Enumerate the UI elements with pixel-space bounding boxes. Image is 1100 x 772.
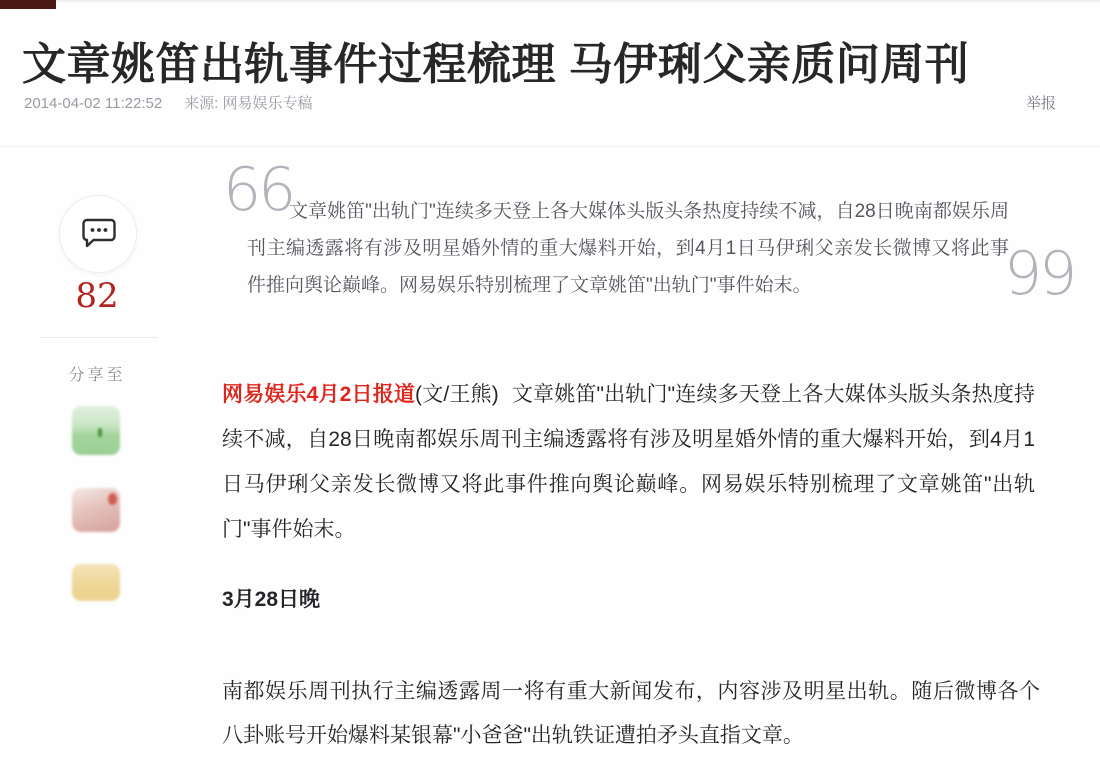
comment-button[interactable]: [59, 195, 137, 273]
share-label: 分享至: [68, 367, 126, 384]
article-paragraph-2: 南都娱乐周刊执行主编透露周一将有重大新闻发布，内容涉及明星出轨。随后微博各个八卦账号开始爆料某银幕"小爸爸"出轨铁证遭拍矛头直指文章。: [222, 680, 1040, 747]
article-paragraph-1: [222, 372, 1035, 552]
open-quote-mark: 66: [223, 155, 294, 225]
comment-bubble-icon: [77, 211, 119, 258]
comment-count[interactable]: 82: [75, 276, 119, 316]
article-subheading: 3月28日晚: [222, 588, 321, 612]
report-link[interactable]: 举报: [1025, 95, 1056, 112]
page-title: 文章姚笛出轨事件过程梳理 马伊琍父亲质问周刊: [22, 40, 970, 90]
publish-time: 2014-04-02 11:22:52: [24, 95, 163, 112]
close-quote-mark: 99: [1004, 239, 1075, 309]
top-edge-line: [0, 0, 1100, 2]
share-icon-green[interactable]: [72, 406, 120, 455]
pull-quote-text: 文章姚笛"出轨门"连续多天登上各大媒体头版头条热度持续不减，自28日晚南都娱乐周刊主编透露将有涉及明星婚外情的重大爆料开始，到4月1日马伊琍父亲发长微博又将此事件推向舆论巅峰。网易娱乐特别梳理了文章姚笛"出轨门"事件始末。: [247, 201, 1009, 296]
header-divider: [0, 146, 1100, 147]
rail-divider: [40, 337, 158, 338]
share-icon-yellow[interactable]: [72, 564, 120, 601]
article-meta: [24, 92, 313, 113]
source-name[interactable]: 网易娱乐专稿: [222, 95, 313, 112]
lead-author: (文/王熊): [415, 383, 499, 406]
source-label: 来源:: [184, 95, 219, 112]
corner-red-bar: [0, 0, 56, 9]
lead-source: 网易娱乐4月2日报道: [222, 383, 416, 406]
share-icon-red[interactable]: [72, 488, 120, 532]
paragraph-1-text: 文章姚笛"出轨门"连续多天登上各大媒体头版头条热度持续不减，自28日晚南都娱乐周刊主编透露将有涉及明星婚外情的重大爆料开始，到4月1日马伊琍父亲发长微博又将此事件推向舆论巅峰。网易娱乐特别梳理了文章姚笛"出轨门"事件始末。: [222, 383, 1035, 541]
